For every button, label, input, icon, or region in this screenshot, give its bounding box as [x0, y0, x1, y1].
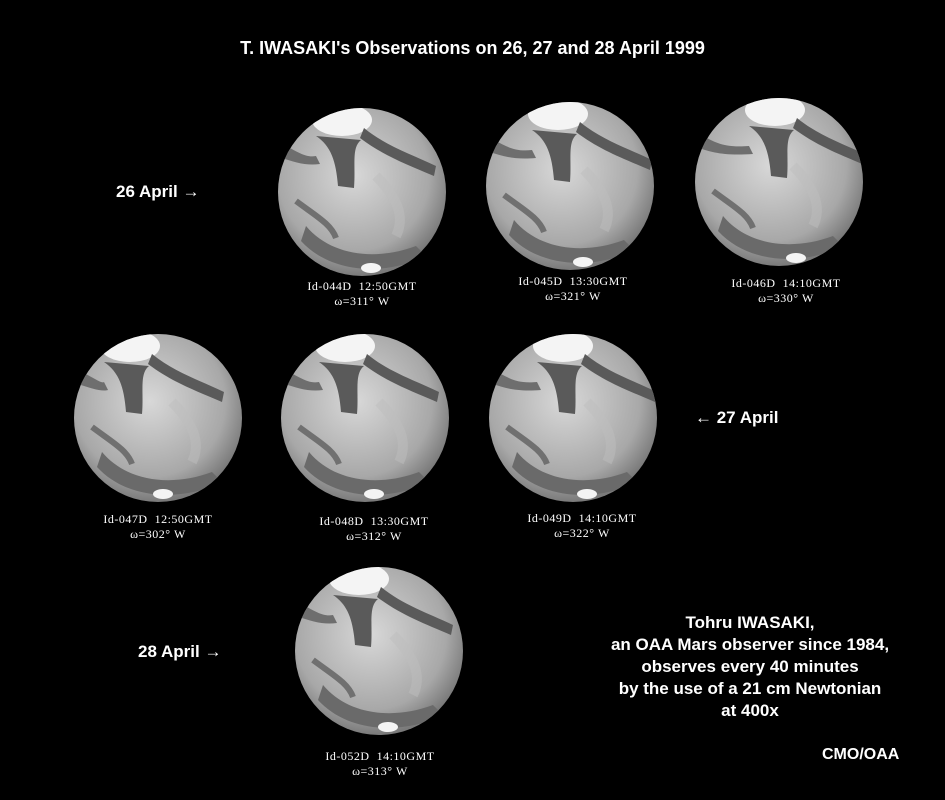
- mars-disk-svg: [487, 332, 659, 504]
- mars-drawing-048d: [279, 332, 451, 504]
- caption-044d: [262, 279, 462, 309]
- page-title: T. IWASAKI's Observations on 26, 27 and 28 April 1999: [240, 38, 705, 58]
- caption-046d: [686, 276, 886, 306]
- mars-disk-svg: [72, 332, 244, 504]
- mars-disk-svg: [276, 106, 448, 278]
- mars-disk-svg: [484, 100, 656, 272]
- observer-line: an OAA Mars observer since 1984,: [610, 635, 890, 654]
- observer-line: observes every 40 minutes: [641, 657, 859, 676]
- day-label-april-26: 26 April →: [116, 182, 200, 201]
- caption-id-time: Id-045D 13:30GMT: [518, 274, 628, 288]
- mars-drawing-052d: [293, 565, 465, 737]
- mars-drawing-044d: [276, 106, 448, 278]
- caption-omega: ω=322° W: [554, 526, 610, 540]
- mars-drawing-047d: [72, 332, 244, 504]
- caption-047d: [58, 512, 258, 542]
- caption-048d: [274, 514, 474, 544]
- caption-id-time: Id-044D 12:50GMT: [307, 279, 417, 293]
- caption-id-time: Id-052D 14:10GMT: [325, 749, 435, 763]
- mars-drawing-045d: [484, 100, 656, 272]
- caption-omega: ω=321° W: [545, 289, 601, 303]
- observer-line: at 400x: [721, 701, 779, 720]
- mars-disk-svg: [293, 565, 465, 737]
- observer-note: [560, 612, 940, 722]
- mars-drawing-046d: [693, 96, 865, 268]
- caption-049d: [482, 511, 682, 541]
- day-label-april-28: 28 April →: [138, 642, 222, 661]
- observer-line: by the use of a 21 cm Newtonian: [618, 679, 882, 698]
- day-label-april-27: ← 27 April: [695, 408, 779, 427]
- mars-drawing-049d: [487, 332, 659, 504]
- caption-omega: ω=313° W: [352, 764, 408, 778]
- caption-052d: [280, 749, 480, 779]
- caption-id-time: Id-046D 14:10GMT: [731, 276, 841, 290]
- credit-label: CMO/OAA: [822, 746, 900, 763]
- caption-045d: [473, 274, 673, 304]
- caption-id-time: Id-048D 13:30GMT: [319, 514, 429, 528]
- caption-omega: ω=312° W: [346, 529, 402, 543]
- caption-id-time: Id-049D 14:10GMT: [527, 511, 637, 525]
- caption-omega: ω=330° W: [758, 291, 814, 305]
- mars-disk-svg: [693, 96, 865, 268]
- mars-disk-svg: [279, 332, 451, 504]
- caption-omega: ω=302° W: [130, 527, 186, 541]
- caption-omega: ω=311° W: [334, 294, 390, 308]
- caption-id-time: Id-047D 12:50GMT: [103, 512, 213, 526]
- observer-line: Tohru IWASAKI,: [685, 613, 815, 632]
